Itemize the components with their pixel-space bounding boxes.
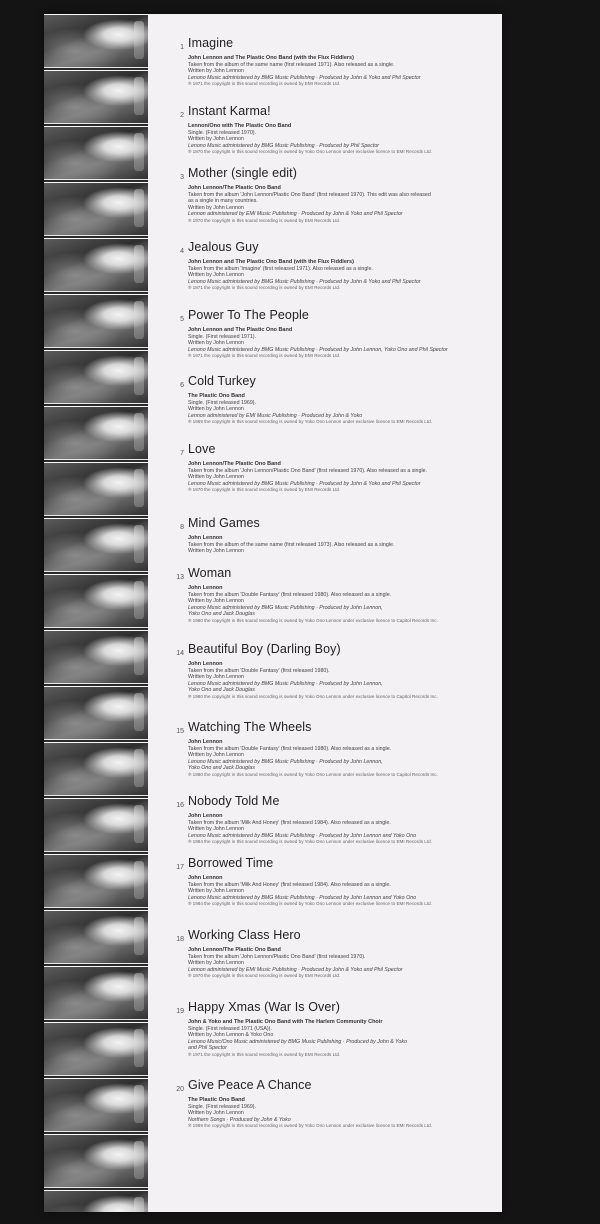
photo-frame xyxy=(44,1022,148,1076)
photo-frame xyxy=(44,798,148,852)
track-artist: John & Yoko and The Plastic Ono Band with The Harlem Community Choir xyxy=(188,1019,383,1025)
track-credit-line: Lenono Music administered by BMG Music Publishing · Produced by John & Yoko and Phil Spector xyxy=(188,480,421,487)
photo-frame xyxy=(44,1190,148,1212)
track-credit-line: Written by John Lennon xyxy=(188,598,244,605)
track-artist: John Lennon and The Plastic Ono Band (with the Flux Fiddlers) xyxy=(188,55,354,61)
track-credit-line: Taken from the album 'John Lennon/Plastic Ono Band' (first released 1970). xyxy=(188,954,366,960)
track-number: 6 xyxy=(180,382,184,389)
track-credit-line: ℗ 1970 the copyright in this sound recording is owned by EMI Records Ltd. xyxy=(188,217,341,223)
track-credit-line: Lenono Music administered by BMG Music Publishing · Produced by John Lennon, xyxy=(188,604,383,611)
track-title: Woman xyxy=(188,566,232,580)
photo-frame xyxy=(44,294,148,348)
track-credit-line: Northern Songs · Produced by John & Yoko xyxy=(188,1116,291,1123)
track-artist: The Plastic Ono Band xyxy=(188,393,245,399)
track-credit-line: Single. (First released 1971 (USA)). xyxy=(188,1026,272,1032)
photo-frame xyxy=(44,1078,148,1132)
track-entry xyxy=(148,240,496,292)
track-number: 1 xyxy=(180,44,184,51)
photo-frame xyxy=(44,742,148,796)
track-credit-line: Lenono Music administered by BMG Music Publishing · Produced by John Lennon, xyxy=(188,758,383,765)
track-title: Borrowed Time xyxy=(188,856,274,870)
track-credit-line: ℗ 1971 the copyright in this sound recording is owned by EMI Records Ltd. xyxy=(188,285,341,291)
track-credit-line: ℗ 1970 the copyright in this sound recording is owned by EMI Records Ltd. xyxy=(188,487,341,493)
track-title: Mother (single edit) xyxy=(188,166,297,180)
track-credit-line: Lenono Music administered by BMG Music Publishing · Produced by John Lennon, xyxy=(188,680,383,687)
track-number: 4 xyxy=(180,248,184,255)
photo-frame xyxy=(44,910,148,964)
track-credit-line: Yoko Ono and Jack Douglas xyxy=(188,687,255,694)
track-number: 18 xyxy=(176,936,184,943)
track-entry xyxy=(148,308,496,360)
track-credit-line: ℗ 1971 the copyright in this sound recording is owned by EMI Records Ltd. xyxy=(188,81,341,87)
photo-frame xyxy=(44,238,148,292)
track-credit-line: Single. (First released 1970). xyxy=(188,130,257,136)
track-artist: John Lennon and The Plastic Ono Band xyxy=(188,327,293,333)
track-entry xyxy=(148,1078,496,1130)
track-number: 3 xyxy=(180,174,184,181)
track-credit-line: Written by John Lennon xyxy=(188,68,244,75)
photo-strip xyxy=(44,14,148,1212)
track-title: Beautiful Boy (Darling Boy) xyxy=(188,642,341,656)
track-artist: John Lennon and The Plastic Ono Band (with the Flux Fiddlers) xyxy=(188,259,354,265)
photo-frame xyxy=(44,182,148,236)
track-entry xyxy=(148,166,496,224)
track-credit-line: ℗ 1969 the copyright in this sound recording is owned by Yoko Ono Lennon under exclusive licence to EMI Records Ltd. xyxy=(188,1123,432,1129)
track-artist: John Lennon xyxy=(188,535,223,541)
track-credit-line: ℗ 1970 the copyright in this sound recording is owned by EMI Records Ltd. xyxy=(188,973,341,979)
track-number: 8 xyxy=(180,524,184,531)
photo-frame xyxy=(44,518,148,572)
track-credit-line: Taken from the album 'Milk And Honey' (first released 1984). Also released as a single. xyxy=(188,882,391,888)
track-artist: Lennon/Ono with The Plastic Ono Band xyxy=(188,123,292,129)
photo-frame xyxy=(44,350,148,404)
track-credit-line: Written by John Lennon xyxy=(188,1110,244,1117)
track-entry xyxy=(148,374,496,426)
track-credit-line: Lenono Music administered by BMG Music Publishing · Produced by John Lennon, Yoko Ono and Phil Spector xyxy=(188,346,448,353)
photo-frame xyxy=(44,126,148,180)
track-number: 19 xyxy=(176,1008,184,1015)
track-credit-line: Taken from the album 'John Lennon/Plastic Ono Band' (first released 1970). Also released as a single. xyxy=(188,468,428,474)
track-entry xyxy=(148,36,496,88)
photo-frame xyxy=(44,966,148,1020)
track-credit-line: Written by John Lennon xyxy=(188,960,244,967)
photo-frame xyxy=(44,406,148,460)
track-title: Imagine xyxy=(188,36,234,50)
track-title: Give Peace A Chance xyxy=(188,1078,312,1092)
photo-frame xyxy=(44,574,148,628)
track-title: Working Class Hero xyxy=(188,928,301,942)
track-number: 7 xyxy=(180,450,184,457)
track-number: 5 xyxy=(180,316,184,323)
track-list xyxy=(148,14,502,1212)
track-credit-line: ℗ 1969 the copyright in this sound recording is owned by Yoko Ono Lennon under exclusive licence to EMI Records Ltd. xyxy=(188,419,432,425)
track-credit-line: Lennon administered by EMI Music Publishing · Produced by John & Yoko and Phil Spector xyxy=(188,211,403,218)
track-credit-line: ℗ 1984 the copyright in this sound recording is owned by Yoko Ono Lennon under exclusive licence to EMI Records Ltd. xyxy=(188,839,432,845)
track-credit-line: as a single in many countries. xyxy=(188,198,258,205)
track-title: Instant Karma! xyxy=(188,104,271,118)
photo-frame xyxy=(44,70,148,124)
track-title: Nobody Told Me xyxy=(188,794,280,808)
track-title: Power To The People xyxy=(188,308,309,322)
track-entry xyxy=(148,566,496,624)
track-credit-line: Written by John Lennon xyxy=(188,340,244,347)
track-credit-line: Written by John Lennon xyxy=(188,888,244,895)
track-entry xyxy=(148,1000,496,1058)
track-artist: John Lennon xyxy=(188,875,223,881)
photo-frame xyxy=(44,462,148,516)
track-credit-line: Taken from the album 'John Lennon/Plastic Ono Band' (first released 1970). This edit was also released xyxy=(188,192,431,198)
track-credit-line: ℗ 1980 the copyright in this sound recording is owned by Yoko Ono Lennon under exclusive licence to Capitol Records Inc. xyxy=(188,771,438,777)
track-credit-line: Lenono Music administered by BMG Music Publishing · Produced by John & Yoko and Phil Spector xyxy=(188,74,421,81)
track-title: Love xyxy=(188,442,216,456)
track-artist: The Plastic Ono Band xyxy=(188,1097,245,1103)
track-credit-line: Written by John Lennon & Yoko Ono xyxy=(188,1032,274,1039)
track-entry xyxy=(148,516,496,555)
track-artist: John Lennon/The Plastic Ono Band xyxy=(188,947,281,953)
photo-frame xyxy=(44,686,148,740)
track-number: 2 xyxy=(180,112,184,119)
track-entry xyxy=(148,442,496,494)
track-entry xyxy=(148,794,496,846)
track-credit-line: Written by John Lennon xyxy=(188,474,244,481)
track-credit-line: Single. (First released 1971). xyxy=(188,334,257,340)
track-credit-line: Written by John Lennon xyxy=(188,136,244,143)
track-credit-line: Taken from the album of the same name (first released 1973). Also released as a single. xyxy=(188,542,395,548)
track-credit-line: Written by John Lennon xyxy=(188,406,244,413)
track-artist: John Lennon xyxy=(188,813,223,819)
track-entry xyxy=(148,720,496,778)
track-number: 17 xyxy=(176,864,184,871)
track-artist: John Lennon xyxy=(188,739,223,745)
track-credit-line: Written by John Lennon xyxy=(188,548,244,555)
track-credit-line: Taken from the album 'Double Fantasy' (first released 1980). Also released as a single. xyxy=(188,746,392,752)
track-credit-line: Written by John Lennon xyxy=(188,752,244,759)
track-credit-line: Taken from the album 'Double Fantasy' (first released 1980). Also released as a single. xyxy=(188,592,392,598)
track-credit-line: ℗ 1971 the copyright in this sound recording is owned by EMI Records Ltd. xyxy=(188,353,341,359)
track-credit-line: and Phil Spector xyxy=(188,1045,227,1052)
track-credit-line: ℗ 1980 the copyright in this sound recording is owned by Yoko Ono Lennon under exclusive licence to Capitol Records Inc. xyxy=(188,693,438,699)
track-number: 16 xyxy=(176,802,184,809)
photo-frame xyxy=(44,630,148,684)
track-credit-line: Lenono Music administered by BMG Music Publishing · Produced by Phil Spector xyxy=(188,142,380,149)
track-credit-line: Taken from the album 'Imagine' (first released 1971). Also released as a single. xyxy=(188,266,373,272)
track-title: Happy Xmas (War Is Over) xyxy=(188,1000,340,1014)
track-credit-line: Yoko Ono and Jack Douglas xyxy=(188,611,255,618)
track-credit-line: Taken from the album 'Milk And Honey' (first released 1984). Also released as a single. xyxy=(188,820,391,826)
track-entry xyxy=(148,642,496,700)
track-number: 13 xyxy=(176,574,184,581)
track-credit-line: Taken from the album of the same name (first released 1971). Also released as a single. xyxy=(188,62,395,68)
track-credit-line: Written by John Lennon xyxy=(188,204,244,211)
liner-notes-sheet xyxy=(44,14,502,1212)
track-credit-line: Written by John Lennon xyxy=(188,674,244,681)
track-title: Watching The Wheels xyxy=(188,720,312,734)
track-title: Jealous Guy xyxy=(188,240,259,254)
track-credit-line: Taken from the album 'Double Fantasy' (first released 1980). xyxy=(188,668,330,674)
track-credit-line: Written by John Lennon xyxy=(188,272,244,279)
track-credit-line: Written by John Lennon xyxy=(188,826,244,833)
track-credit-line: Lenono Music administered by BMG Music Publishing · Produced by John Lennon and Yoko Ono xyxy=(188,894,417,901)
track-entry xyxy=(148,856,496,908)
track-artist: John Lennon xyxy=(188,585,223,591)
track-number: 15 xyxy=(176,728,184,735)
track-credit-line: Lennon administered by EMI Music Publishing · Produced by John & Yoko xyxy=(188,412,363,419)
track-artist: John Lennon/The Plastic Ono Band xyxy=(188,461,281,467)
track-credit-line: ℗ 1984 the copyright in this sound recording is owned by Yoko Ono Lennon under exclusive licence to EMI Records Ltd. xyxy=(188,901,432,907)
track-credit-line: ℗ 1970 the copyright in this sound recording is owned by Yoko Ono Lennon under exclusive licence to EMI Records Ltd. xyxy=(188,149,432,155)
track-entry xyxy=(148,104,496,156)
track-credit-line: ℗ 1980 the copyright in this sound recording is owned by Yoko Ono Lennon under exclusive licence to Capitol Records Inc. xyxy=(188,617,438,623)
track-credit-line: Single. (First released 1969). xyxy=(188,1104,257,1110)
track-number: 20 xyxy=(176,1086,184,1093)
photo-frame xyxy=(44,854,148,908)
track-artist: John Lennon xyxy=(188,661,223,667)
photo-frame xyxy=(44,1134,148,1188)
track-artist: John Lennon/The Plastic Ono Band xyxy=(188,185,281,191)
track-credit-line: ℗ 1971 the copyright in this sound recording is owned by EMI Records Ltd. xyxy=(188,1051,341,1057)
track-credit-line: Lennon administered by EMI Music Publishing · Produced by John & Yoko and Phil Spector xyxy=(188,966,403,973)
track-credit-line: Single. (First released 1969). xyxy=(188,400,257,406)
track-credit-line: Lenono Music administered by BMG Music Publishing · Produced by John Lennon and Yoko Ono xyxy=(188,832,417,839)
track-credit-line: Lenono Music/Ono Music administered by BMG Music Publishing · Produced by John & Yoko xyxy=(188,1038,407,1045)
track-credit-line: Lenono Music administered by BMG Music Publishing · Produced by John & Yoko and Phil Spector xyxy=(188,278,421,285)
track-entry xyxy=(148,928,496,980)
track-title: Mind Games xyxy=(188,516,260,530)
track-credit-line: Yoko Ono and Jack Douglas xyxy=(188,765,255,772)
photo-frame xyxy=(44,14,148,68)
track-number: 14 xyxy=(176,650,184,657)
track-title: Cold Turkey xyxy=(188,374,256,388)
